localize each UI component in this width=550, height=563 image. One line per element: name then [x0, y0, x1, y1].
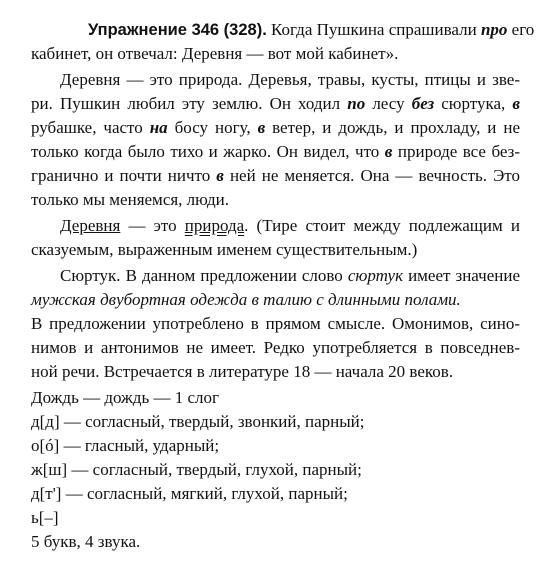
text-l2-v: в: [512, 94, 521, 113]
text-line-2: [31, 94, 520, 114]
sound-line: ж[ш] — согласный, твердый, глухой, парный;: [31, 460, 362, 479]
text-l2b: лесу: [372, 94, 405, 113]
text-l5b: ней не меняется. Она — вечность. Это: [229, 166, 521, 185]
text-line-4: [31, 142, 520, 162]
text-l5a: гранично и почти ничто: [31, 166, 211, 185]
lexical-l1a: Сюртук. В данном предложении слово: [60, 266, 343, 285]
lexical-line-3: [31, 314, 520, 334]
phonetic-summary: 5 букв, 4 звука.: [31, 532, 141, 551]
phonetic-sound-4: [31, 484, 348, 504]
phonetic-summary-line: [31, 532, 140, 552]
intro-text-2: его: [511, 20, 535, 39]
text-l4: только когда было тихо и жарко. Он видел, что: [31, 142, 380, 161]
phonetic-sound-3: [31, 460, 362, 480]
parse-line-2: [31, 240, 417, 260]
text-l2a: ри. Пушкин любил эту землю. Он ходил: [31, 94, 341, 113]
phonetic-sound-5: [31, 508, 59, 528]
text-l1: Деревня — это природа. Деревья, травы, кусты, птицы и зве-: [60, 70, 520, 89]
phonetic-word-line: [31, 388, 219, 408]
sound-line: о[ó] — гласный, ударный;: [31, 436, 220, 455]
lexical-line-2: [31, 290, 461, 310]
subject-word: Деревня: [60, 216, 121, 235]
intro-pro: про: [480, 20, 508, 39]
text-l3-na: на: [149, 118, 168, 137]
text-line-3: [31, 118, 520, 138]
exercise-title: Упражнение 346 (328).: [88, 21, 267, 39]
parse-note-2: сказуемым, выраженным именем существительным.): [31, 240, 418, 259]
exercise-heading-line: [88, 20, 534, 40]
parse-note-1: . (Тире стоит между подлежащим и: [244, 216, 520, 235]
text-l6: только мы меняемся, люди.: [31, 190, 229, 209]
lexical-word-surtuk: сюртук: [347, 266, 404, 285]
lexical-l3: В предложении употреблено в прямом смысле. Омонимов, сино-: [31, 314, 520, 333]
text-l4-v: в: [384, 142, 393, 161]
text-line-5: [31, 166, 520, 186]
text-line-1: [60, 70, 520, 90]
text-l2-po: по: [347, 94, 366, 113]
text-l3c: ветер, и дождь, и прохладу, и не: [272, 118, 520, 137]
phonetic-word: Дождь — дождь — 1 слог: [31, 388, 219, 407]
text-l3b: босу ногу,: [174, 118, 251, 137]
lexical-definition: мужская двубортная одежда в талию с длинными полами.: [31, 290, 461, 309]
sound-line: д[д] — согласный, твердый, звонкий, парный;: [31, 412, 365, 431]
lexical-l1b: имеет значение: [408, 266, 521, 285]
text-l3a: рубашке, часто: [31, 118, 143, 137]
phonetic-sound-1: [31, 412, 364, 432]
lexical-line-4: [31, 338, 520, 358]
lexical-l5: ной речи. Встречается в литературе 18 — начала 20 веков.: [31, 362, 454, 381]
predicate-word: природа: [184, 216, 245, 235]
intro-text-1: Когда Пушкина спрашивали: [271, 20, 477, 39]
lexical-l4: нимов и антонимов не имеет. Редко употребляется в повседнев-: [31, 338, 520, 357]
phonetic-sound-2: [31, 436, 219, 456]
intro-text-3: кабинет, он отвечал: Деревня — вот мой кабинет».: [31, 44, 399, 63]
lexical-line-5: [31, 362, 453, 382]
text-l2-bez: без: [411, 94, 435, 113]
sound-line: ь[–]: [31, 508, 59, 527]
text-line-6: [31, 190, 229, 210]
parse-line-1: [60, 216, 520, 236]
lexical-line-1: [60, 266, 520, 286]
text-l4b: природе все без-: [397, 142, 521, 161]
intro-line-2: [31, 44, 398, 64]
text-l5-v: в: [216, 166, 224, 185]
parse-dash: — это: [128, 216, 177, 235]
text-l3-v: в: [257, 118, 266, 137]
text-l2c: сюртука,: [441, 94, 506, 113]
sound-line: д[т'] — согласный, мягкий, глухой, парный;: [31, 484, 348, 503]
